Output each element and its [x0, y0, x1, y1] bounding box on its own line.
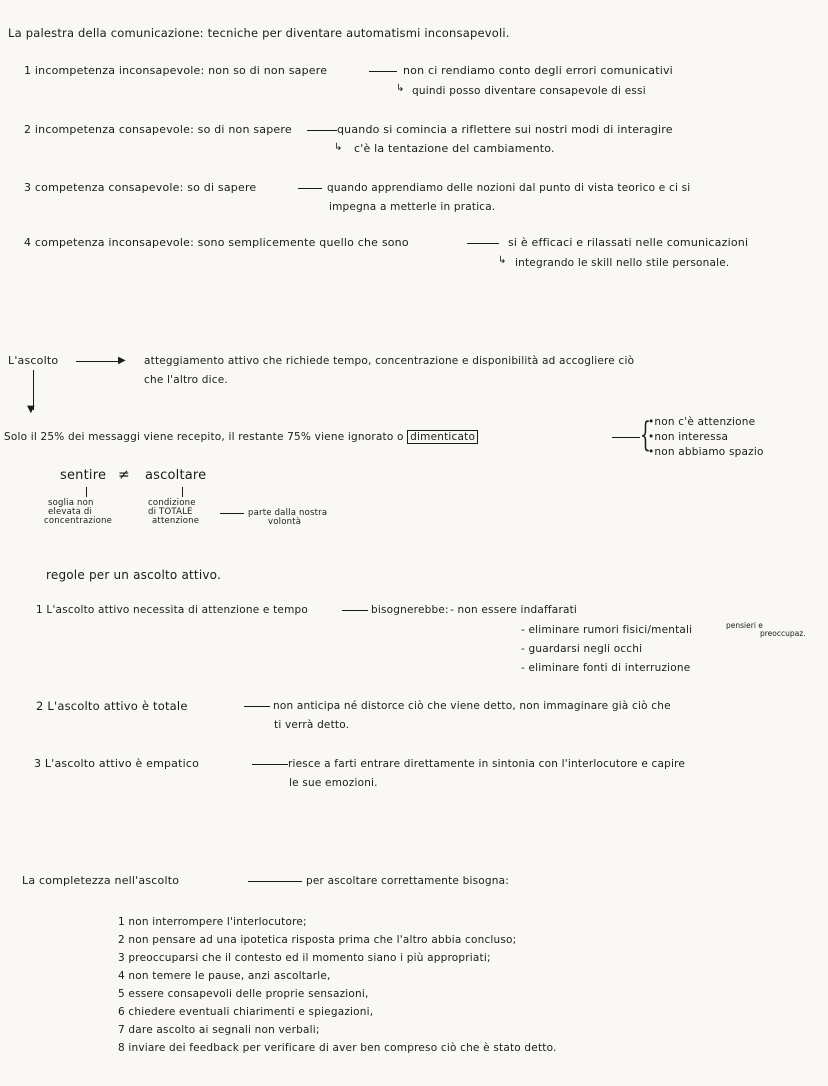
- stage-1-sub: quindi posso diventare consapevole di essi: [412, 85, 646, 97]
- completezza-desc: per ascoltare correttamente bisogna:: [306, 875, 510, 887]
- stat-prefix: Solo il 25% dei messaggi viene recepito, il restante 75% viene ignorato o: [4, 431, 404, 443]
- sentire-desc-3: concentrazione: [44, 516, 113, 526]
- completezza-item-5: 5 essere consapevoli delle proprie sensazioni,: [118, 988, 369, 1000]
- arrow-right-icon: ▶: [118, 355, 126, 366]
- rule-1-item-2: - eliminare rumori fisici/mentali: [521, 624, 693, 636]
- ascolto-label: L'ascolto: [8, 354, 59, 367]
- rule-3-desc-cont: le sue emozioni.: [289, 777, 378, 789]
- connector-line: [248, 881, 302, 882]
- stage-1-label: 1 incompetenza inconsapevole: non so di non sapere: [24, 64, 328, 77]
- arrow-right-line: [76, 361, 120, 362]
- ascoltare-desc-2: di TOTALE: [148, 507, 193, 517]
- stage-3-desc: quando apprendiamo delle nozioni dal punto di vista teorico e ci si: [327, 182, 691, 194]
- rule-1-label: 1 L'ascolto attivo necessita di attenzione e tempo: [36, 604, 309, 616]
- stage-4-label: 4 competenza inconsapevole: sono semplicemente quello che sono: [24, 236, 409, 249]
- sentire-word: sentire: [60, 468, 107, 483]
- rule-3-label: 3 L'ascolto attivo è empatico: [34, 757, 200, 770]
- sentire-desc-2: elevata di: [48, 507, 93, 517]
- connector-line: [342, 610, 368, 611]
- ascoltare-desc-3: attenzione: [152, 516, 200, 526]
- stage-2-desc: quando si comincia a riflettere sui nostri modi di interagire: [337, 123, 673, 136]
- ascoltare-word: ascoltare: [145, 468, 207, 483]
- rule-1-item-1: - non essere indaffarati: [450, 604, 578, 616]
- rule-1-note-2: preoccupaz.: [760, 629, 806, 638]
- completezza-item-6: 6 chiedere eventuali chiarimenti e spiegazioni,: [118, 1006, 374, 1018]
- rule-1-lead: bisognerebbe:: [371, 604, 449, 616]
- rule-1-item-3: - guardarsi negli occhi: [521, 643, 643, 655]
- rule-2-desc-cont: ti verrà detto.: [274, 719, 350, 731]
- ascoltare-note-1: parte dalla nostra: [248, 508, 328, 518]
- rule-1-item-4: - eliminare fonti di interruzione: [521, 662, 691, 674]
- rule-2-label: 2 L'ascolto attivo è totale: [36, 699, 188, 713]
- completezza-item-4: 4 non temere le pause, anzi ascoltarle,: [118, 970, 331, 982]
- connector-line: [369, 71, 397, 72]
- completezza-item-1: 1 non interrompere l'interlocutore;: [118, 916, 307, 928]
- stage-4-desc: si è efficaci e rilassati nelle comunicazioni: [508, 236, 749, 249]
- corner-arrow-icon: ↳: [396, 83, 405, 94]
- stage-3-label: 3 competenza consapevole: so di sapere: [24, 181, 257, 194]
- sentire-desc-1: soglia non: [48, 498, 94, 508]
- stage-2-label: 2 incompetenza consapevole: so di non sapere: [24, 123, 292, 136]
- stage-1-desc: non ci rendiamo conto degli errori comunicativi: [403, 64, 673, 77]
- corner-arrow-icon: ↳: [334, 142, 343, 153]
- reason-2: •non interessa: [648, 431, 729, 443]
- rule-1-note-1: pensieri e: [726, 621, 763, 630]
- ascolto-desc: atteggiamento attivo che richiede tempo, concentrazione e disponibilità ad accogliere ciò: [144, 355, 635, 367]
- ascoltare-note-2: volontà: [268, 517, 302, 527]
- not-equal-icon: ≠: [118, 467, 130, 483]
- arrow-down-icon: ▼: [27, 404, 35, 415]
- connector-line: [307, 130, 337, 131]
- reason-3: •non abbiamo spazio: [648, 446, 764, 458]
- brace-icon: {: [640, 415, 651, 455]
- completezza-item-8: 8 inviare dei feedback per verificare di aver ben compreso ciò che è stato detto.: [118, 1042, 557, 1054]
- rule-3-desc: riesce a farti entrare direttamente in sintonia con l'interlocutore e capire: [288, 758, 686, 770]
- completezza-label: La completezza nell'ascolto: [22, 874, 180, 887]
- tick-line: [86, 487, 87, 497]
- ascoltare-desc-1: condizione: [148, 498, 196, 508]
- tick-line: [182, 487, 183, 497]
- stat-boxed: dimenticato: [407, 430, 478, 444]
- connector-line: [467, 243, 499, 244]
- connector-line: [298, 188, 322, 189]
- connector-line: [252, 764, 288, 765]
- stage-2-sub: c'è la tentazione del cambiamento.: [354, 142, 555, 155]
- stat-text: [4, 430, 478, 444]
- reason-1: •non c'è attenzione: [648, 416, 756, 428]
- stage-3-desc-cont: impegna a metterle in pratica.: [329, 201, 496, 213]
- connector-line: [612, 437, 640, 438]
- rule-2-desc: non anticipa né distorce ciò che viene detto, non immaginare già ciò che: [273, 700, 671, 712]
- connector-line: [220, 513, 244, 514]
- completezza-item-2: 2 non pensare ad una ipotetica risposta prima che l'altro abbia concluso;: [118, 934, 517, 946]
- corner-arrow-icon: ↳: [498, 255, 507, 266]
- ascolto-desc-cont: che l'altro dice.: [144, 374, 228, 386]
- connector-line: [244, 706, 270, 707]
- completezza-item-7: 7 dare ascolto ai segnali non verbali;: [118, 1024, 320, 1036]
- regole-heading: regole per un ascolto attivo.: [46, 568, 222, 582]
- stage-4-sub: integrando le skill nello stile personale.: [515, 257, 730, 269]
- completezza-item-3: 3 preoccuparsi che il contesto ed il momento siano i più appropriati;: [118, 952, 491, 964]
- page-title: La palestra della comunicazione: tecniche per diventare automatismi inconsapevoli.: [8, 26, 510, 40]
